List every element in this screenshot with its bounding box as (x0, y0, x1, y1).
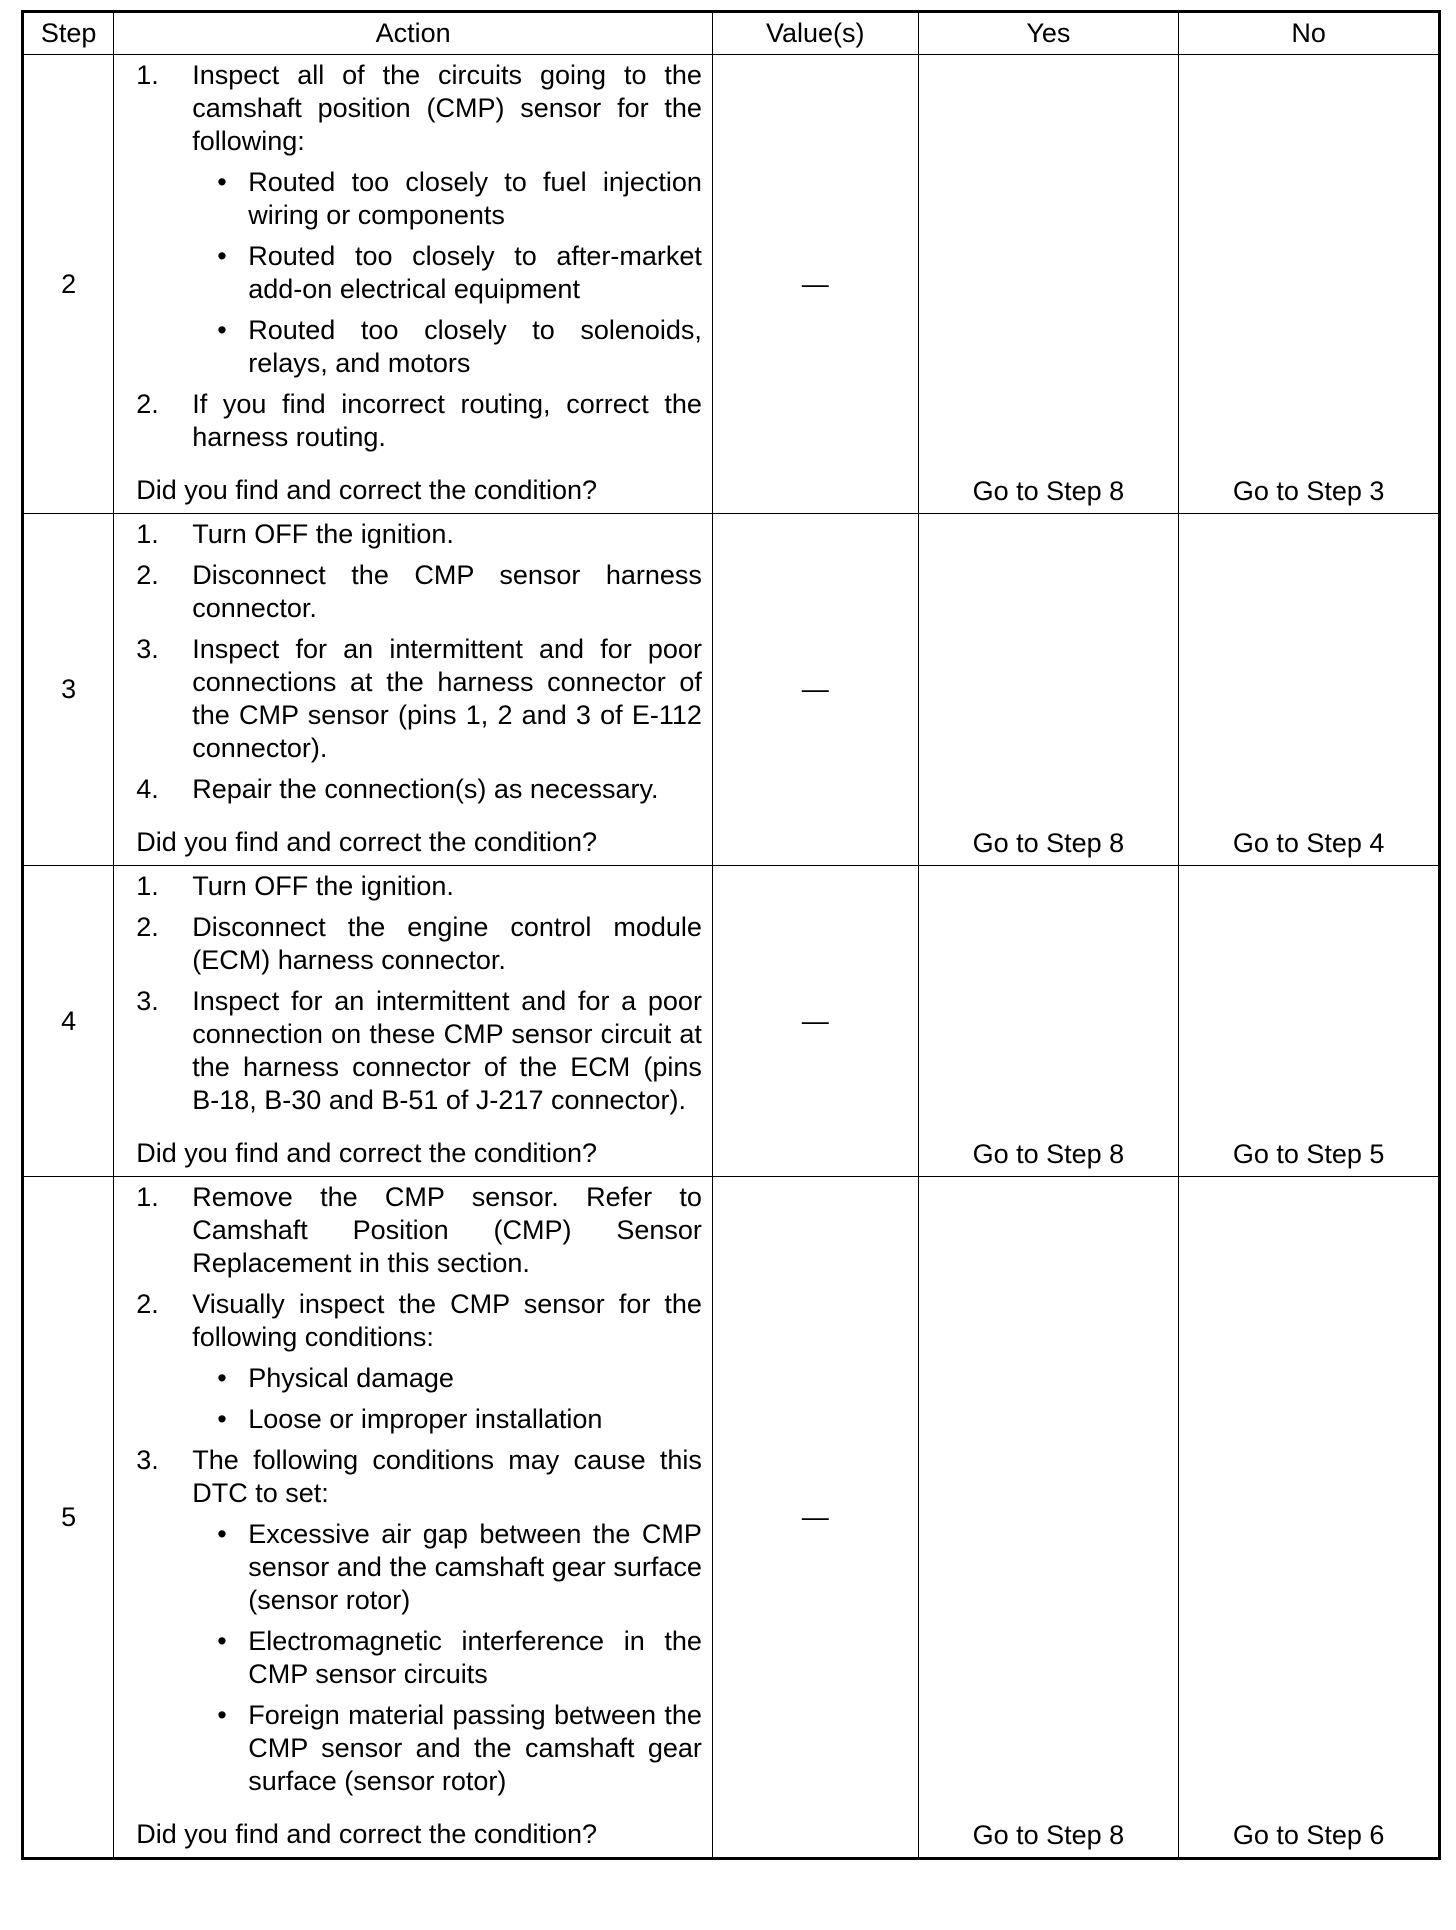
bullet-item: • Routed too closely to after-market add-on electrical equipment (192, 240, 702, 306)
header-step: Step (23, 12, 114, 55)
action-step-number: 2. (136, 912, 159, 942)
action-step-text: Remove the CMP sensor. Refer to Camshaft Position (CMP) Sensor Replacement in this section. (192, 1182, 702, 1278)
value-cell: — (712, 866, 918, 1177)
action-step-text: Inspect for an intermittent and for a poor connection on these CMP sensor circuit at the harness connector of the ECM (pins B-18, B-30 and B-51 of J-217 connector). (192, 986, 702, 1115)
action-step-number: 1. (136, 60, 159, 90)
action-steps-list (136, 1181, 702, 1798)
action-step-number: 1. (136, 871, 159, 901)
action-cell (114, 1177, 713, 1859)
header-no: No (1179, 12, 1440, 55)
question-text: Did you find and correct the condition? (136, 1819, 598, 1849)
no-result: Go to Step 5 (1179, 866, 1440, 1177)
value-cell: — (712, 1177, 918, 1859)
step-number: 2 (23, 55, 114, 514)
bullet-list (192, 1518, 702, 1798)
action-step-number: 4. (136, 774, 159, 804)
action-cell (114, 514, 713, 866)
no-result: Go to Step 3 (1179, 55, 1440, 514)
bullet-item: • Loose or improper installation (192, 1403, 702, 1436)
action-step (136, 1181, 702, 1280)
action-step-text: Inspect all of the circuits going to the camshaft position (CMP) sensor for the following: (192, 60, 702, 156)
action-step-text: Turn OFF the ignition. (192, 871, 454, 901)
table-row (23, 1177, 1440, 1859)
header-yes: Yes (918, 12, 1179, 55)
value-cell: — (712, 514, 918, 866)
yes-result: Go to Step 8 (918, 1177, 1179, 1859)
table-row (23, 55, 1440, 514)
value-cell: — (712, 55, 918, 514)
header-action: Action (114, 12, 713, 55)
action-step-number: 2. (136, 389, 159, 419)
action-step-text: Inspect for an intermittent and for poor connections at the harness connector of the CMP sensor (pins 1, 2 and 3 of E-112 connector). (192, 634, 702, 763)
action-step-number: 1. (136, 519, 159, 549)
bullet-item: • Electromagnetic interference in the CMP sensor circuits (192, 1625, 702, 1691)
action-steps-list (136, 870, 702, 1117)
action-steps-list (136, 59, 702, 454)
action-step (136, 559, 702, 625)
step-number: 5 (23, 1177, 114, 1859)
header-values: Value(s) (712, 12, 918, 55)
yes-result: Go to Step 8 (918, 55, 1179, 514)
action-step-text: If you find incorrect routing, correct the harness routing. (192, 389, 702, 452)
action-step (136, 985, 702, 1117)
no-result: Go to Step 4 (1179, 514, 1440, 866)
bullet-item: • Routed too closely to solenoids, relays, and motors (192, 314, 702, 380)
header-row (23, 12, 1440, 55)
yes-result: Go to Step 8 (918, 866, 1179, 1177)
action-step (136, 388, 702, 454)
no-result: Go to Step 6 (1179, 1177, 1440, 1859)
diagnostic-table (21, 10, 1441, 1860)
yes-result: Go to Step 8 (918, 514, 1179, 866)
action-cell (114, 866, 713, 1177)
action-cell (114, 55, 713, 514)
action-step-text: Disconnect the engine control module (ECM) harness connector. (192, 912, 702, 975)
step-number: 4 (23, 866, 114, 1177)
bullet-item: • Foreign material passing between the CMP sensor and the camshaft gear surface (sensor rotor) (192, 1699, 702, 1798)
bullet-list (192, 1362, 702, 1436)
action-step-text: Repair the connection(s) as necessary. (192, 774, 659, 804)
question-text: Did you find and correct the condition? (136, 475, 598, 505)
bullet-item: • Physical damage (192, 1362, 702, 1395)
table-row (23, 866, 1440, 1177)
bullet-list (192, 166, 702, 380)
action-step (136, 870, 702, 903)
action-step-number: 3. (136, 1445, 159, 1475)
bullet-item: • Excessive air gap between the CMP sensor and the camshaft gear surface (sensor rotor) (192, 1518, 702, 1617)
action-step-number: 2. (136, 560, 159, 590)
action-step-text: Visually inspect the CMP sensor for the following conditions: (192, 1289, 702, 1352)
action-step-number: 1. (136, 1182, 159, 1212)
table-body (23, 55, 1440, 1859)
action-step-number: 3. (136, 986, 159, 1016)
table-row (23, 514, 1440, 866)
action-step (136, 1444, 702, 1798)
action-step-number: 2. (136, 1289, 159, 1319)
action-step-text: The following conditions may cause this DTC to set: (192, 1445, 702, 1508)
action-step-number: 3. (136, 634, 159, 664)
action-step (136, 1288, 702, 1436)
action-step (136, 633, 702, 765)
question-text: Did you find and correct the condition? (136, 1138, 598, 1168)
action-step (136, 911, 702, 977)
step-number: 3 (23, 514, 114, 866)
action-steps-list (136, 518, 702, 806)
action-step (136, 773, 702, 806)
question-text: Did you find and correct the condition? (136, 827, 598, 857)
bullet-item: • Routed too closely to fuel injection wiring or components (192, 166, 702, 232)
action-step-text: Disconnect the CMP sensor harness connector. (192, 560, 702, 623)
action-step (136, 59, 702, 380)
action-step-text: Turn OFF the ignition. (192, 519, 454, 549)
action-step (136, 518, 702, 551)
